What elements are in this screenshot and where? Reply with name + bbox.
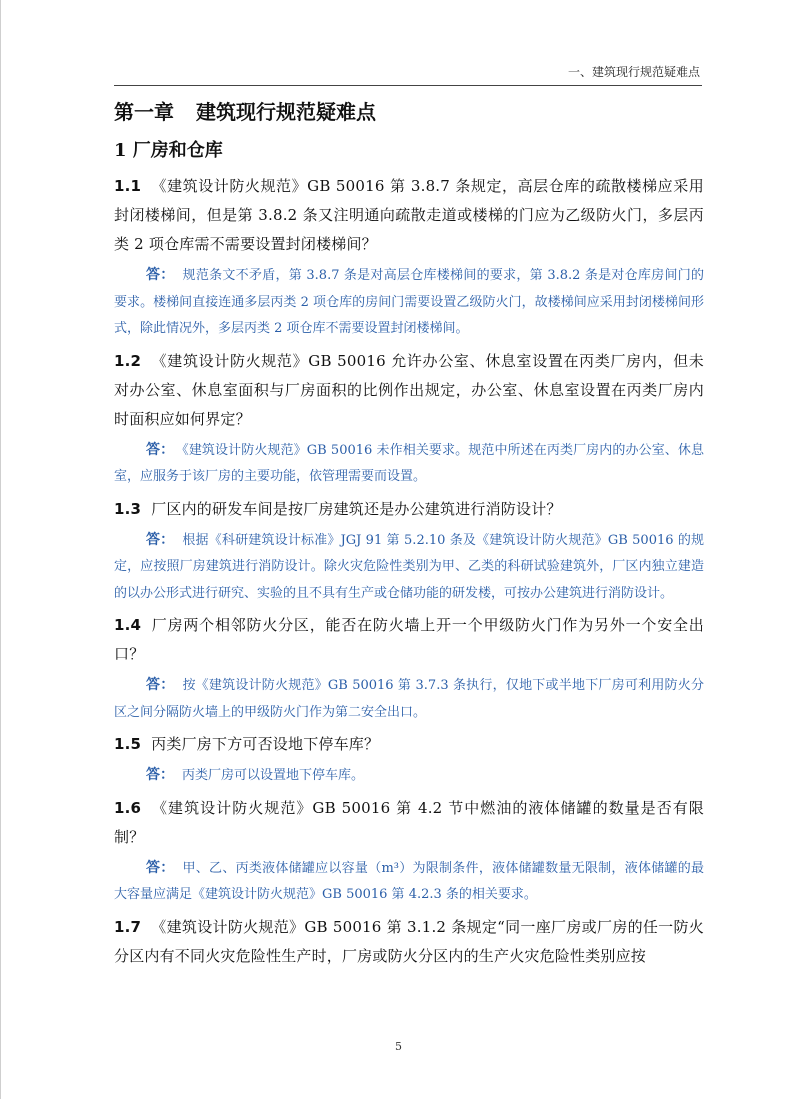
answer: [114, 527, 704, 608]
question: [114, 913, 704, 971]
question-number: 1.3: [114, 499, 142, 518]
question: [114, 730, 704, 759]
qa-item: [114, 172, 704, 343]
question-number: 1.6: [114, 798, 142, 817]
question: [114, 172, 704, 259]
question-text: 厂区内的研发车间是按厂房建筑还是办公建筑进行消防设计？: [151, 499, 562, 518]
answer: [114, 762, 704, 790]
qa-item: [114, 347, 704, 491]
answer-text: 按《建筑设计防火规范》GB 50016 第 3.7.3 条执行，仅地下或半地下厂房可利用防火分区之间分隔防火墙上的甲级防火门作为第二安全出口。: [114, 678, 704, 720]
question-text: 厂房两个相邻防火分区，能否在防火墙上开一个甲级防火门作为另外一个安全出口？: [114, 616, 704, 663]
answer-label: 答：: [146, 531, 175, 548]
answer-label: 答：: [146, 677, 175, 693]
answer-text: 丙类厂房可以设置地下停车库。: [182, 768, 365, 783]
answer-label: 答：: [146, 267, 175, 283]
header-divider: [114, 85, 702, 86]
question: [114, 347, 704, 434]
answer: [114, 262, 704, 343]
question: [114, 611, 704, 669]
qa-item: [114, 794, 704, 909]
question-number: 1.1: [114, 177, 142, 195]
chapter-title: [114, 98, 704, 126]
question: [114, 495, 704, 524]
running-header: 一、建筑现行规范疑难点: [567, 65, 700, 79]
qa-item: [114, 495, 704, 608]
qa-item: [114, 611, 704, 726]
answer-label: 答：: [146, 767, 174, 783]
question-number: 1.2: [114, 351, 142, 370]
question-text: 《建筑设计防火规范》GB 50016 第 3.1.2 条规定“同一座厂房或厂房的任一防火分区内有不同火灾危险性生产时，厂房或防火分区内的生产火灾危险性类别应按: [114, 917, 704, 965]
question-text: 《建筑设计防火规范》GB 50016 允许办公室、休息室设置在丙类厂房内，但未对办公室、休息室面积与厂房面积的比例作出规定，办公室、休息室设置在丙类厂房内时面积应如何界定？: [114, 351, 704, 428]
answer: [114, 855, 704, 909]
qa-item: [114, 913, 704, 971]
answer-text: 根据《科研建筑设计标准》JGJ 91 第 5.2.10 条及《建筑设计防火规范》GB 50016 的规定，应按照厂房建筑进行消防设计。除火灾危险性类别为甲、乙类的科研试验建筑外，厂区内独立建造的以办公形式进行研究、实验的且不具有生产或仓储功能的研发楼，可按办公建筑进行消防设计。: [114, 532, 704, 601]
answer: [114, 672, 704, 726]
question-number: 1.7: [114, 917, 142, 936]
question-number: 1.4: [114, 616, 142, 634]
answer-text: 甲、乙、丙类液体储罐应以容量（m³）为限制条件，液体储罐数量无限制，液体储罐的最大容量应满足《建筑设计防火规范》GB 50016 第 4.2.3 条的相关要求。: [114, 860, 705, 902]
question-text: 《建筑设计防火规范》GB 50016 第 3.8.7 条规定，高层仓库的疏散楼梯应采用封闭楼梯间，但是第 3.8.2 条又注明通向疏散走道或楼梯的门应为乙级防火门，多层丙类 2 项仓库需不需要设置封闭楼梯间？: [114, 177, 704, 253]
question-text: 《建筑设计防火规范》GB 50016 第 4.2 节中燃油的液体储罐的数量是否有限制？: [114, 798, 704, 846]
answer-label: 答：: [146, 859, 175, 876]
answer: [114, 437, 704, 491]
section-title: 1 厂房和仓库: [114, 140, 223, 161]
chapter-name: 建筑现行规范疑难点: [196, 100, 376, 124]
question: [114, 794, 704, 852]
page-left-border: [0, 0, 1, 1099]
page-number: 5: [395, 1040, 402, 1053]
question-number: 1.5: [114, 735, 142, 753]
page-body: [114, 98, 704, 971]
answer-label: 答：: [146, 441, 175, 458]
answer-text: 《建筑设计防火规范》GB 50016 未作相关要求。规范中所述在丙类厂房内的办公室、休息室，应服务于该厂房的主要功能，依管理需要而设置。: [114, 442, 705, 484]
answer-text: 规范条文不矛盾，第 3.8.7 条是对高层仓库楼梯间的要求，第 3.8.2 条是对仓库房间门的要求。楼梯间直接连通多层丙类 2 项仓库的房间门需要设置乙级防火门，故楼梯间应采用封闭楼梯间形式，除此情况外，多层丙类 2 项仓库不需要设置封闭楼梯间。: [114, 268, 705, 336]
chapter-number: 第一章: [114, 100, 174, 124]
question-text: 丙类厂房下方可否设地下停车库？: [151, 735, 380, 753]
qa-item: [114, 730, 704, 790]
